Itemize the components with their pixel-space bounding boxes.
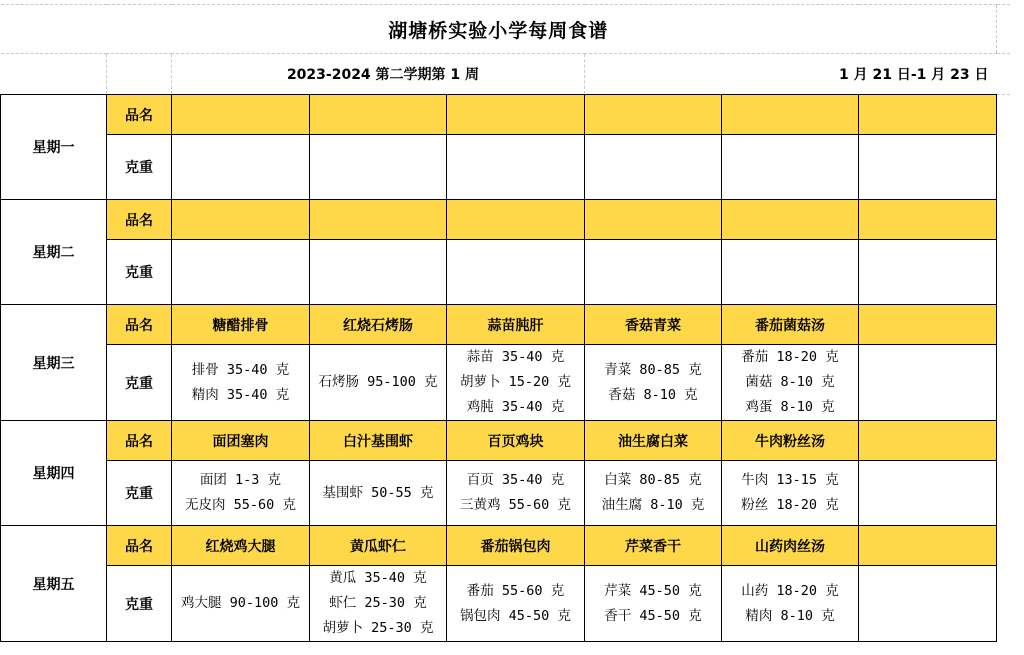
- date-range: 1 月 21 日-1 月 23 日: [585, 54, 997, 95]
- weight-line: 胡萝卜 25-30 克: [322, 620, 434, 636]
- dish-name: 牛肉粉丝汤: [722, 421, 859, 461]
- weight-line: 芹菜 45-50 克: [604, 582, 702, 599]
- day-label: 星期四: [1, 421, 107, 526]
- weight-line: 白菜 80-85 克: [604, 472, 702, 488]
- day-label: 星期二: [1, 200, 107, 305]
- blank-cell: [997, 345, 1010, 421]
- weight-line: 锅包肉 45-50 克: [460, 607, 571, 624]
- weight-line: 黄瓜 35-40 克: [329, 570, 427, 586]
- weight-line: 番茄 18-20 克: [741, 349, 839, 365]
- term-label: 2023-2024 第二学期第 1 周: [172, 54, 585, 95]
- weight-line: 石烤肠 95-100 克: [318, 374, 438, 390]
- dish-name: [447, 95, 585, 135]
- weight-line: 青菜 80-85 克: [604, 361, 702, 378]
- page-title: 湖塘桥实验小学每周食谱: [1, 5, 997, 54]
- dish-weights: [447, 566, 585, 642]
- weight-line: 精肉 35-40 克: [191, 386, 290, 403]
- day-label: 星期一: [1, 95, 107, 200]
- dish-name: [859, 200, 997, 240]
- weight-row-label: 克重: [107, 240, 172, 305]
- blank-cell: [997, 461, 1010, 526]
- dish-name-row: [1, 421, 1010, 461]
- dish-weights: [172, 135, 310, 200]
- blank-cell: [1, 54, 107, 95]
- dish-weights: [172, 461, 310, 526]
- blank-cell: [997, 54, 1010, 95]
- dish-name: 油生腐白菜: [585, 421, 722, 461]
- dish-weights: [310, 566, 447, 642]
- dish-weights: [722, 566, 859, 642]
- dish-weights: [585, 566, 722, 642]
- dish-name: 蒜苗肫肝: [447, 305, 585, 345]
- weight-line: 排骨 35-40 克: [191, 361, 290, 378]
- weight-line: 牛肉 13-15 克: [741, 472, 839, 488]
- dish-name: [447, 200, 585, 240]
- dish-name: [585, 95, 722, 135]
- weight-line: 油生腐 8-10 克: [601, 497, 705, 513]
- dish-weights: [585, 135, 722, 200]
- dish-name-row: [1, 200, 1010, 240]
- blank-cell: [107, 54, 172, 95]
- weight-line: 三黄鸡 55-60 克: [460, 497, 571, 513]
- weight-line: 鸡大腿 90-100 克: [180, 595, 301, 611]
- name-row-label: 品名: [107, 200, 172, 240]
- dish-weights: [447, 240, 585, 305]
- dish-weights: [310, 240, 447, 305]
- dish-name: [722, 200, 859, 240]
- menu-table: [0, 4, 1010, 642]
- blank-cell: [997, 526, 1010, 566]
- weight-line: 山药 18-20 克: [741, 582, 839, 599]
- dish-name: [859, 526, 997, 566]
- dish-name: 山药肉丝汤: [722, 526, 859, 566]
- dish-name: 白汁基围虾: [310, 421, 447, 461]
- dish-weights: [722, 461, 859, 526]
- dish-weights: [859, 135, 997, 200]
- name-row-label: 品名: [107, 305, 172, 345]
- blank-cell: [997, 95, 1010, 135]
- dish-name-row: [1, 526, 1010, 566]
- weight-line: 香干 45-50 克: [604, 607, 702, 624]
- dish-name: [859, 305, 997, 345]
- dish-weights: [585, 345, 722, 421]
- weight-row-label: 克重: [107, 345, 172, 421]
- weight-line: 基围虾 50-55 克: [322, 484, 434, 501]
- dish-weights: [310, 135, 447, 200]
- weight-line: 番茄 55-60 克: [466, 582, 565, 599]
- weight-row-label: 克重: [107, 566, 172, 642]
- dish-name: [172, 200, 310, 240]
- weight-line: 精肉 8-10 克: [745, 607, 835, 624]
- dish-name: 红烧鸡大腿: [172, 526, 310, 566]
- dish-weights: [172, 566, 310, 642]
- dish-name: [310, 95, 447, 135]
- dish-weight-row: [1, 345, 1010, 421]
- dish-name: [585, 200, 722, 240]
- weight-row-label: 克重: [107, 461, 172, 526]
- dish-weights: [722, 240, 859, 305]
- dish-name: 番茄菌菇汤: [722, 305, 859, 345]
- dish-name: [859, 421, 997, 461]
- dish-weights: [447, 461, 585, 526]
- weight-line: 无皮肉 55-60 克: [185, 497, 296, 513]
- dish-name: 面团塞肉: [172, 421, 310, 461]
- blank-cell: [997, 421, 1010, 461]
- dish-weights: [859, 240, 997, 305]
- dish-weights: [172, 345, 310, 421]
- dish-weights: [447, 345, 585, 421]
- dish-weights: [585, 240, 722, 305]
- dish-weights: [722, 135, 859, 200]
- dish-name: 百页鸡块: [447, 421, 585, 461]
- dish-name: 糖醋排骨: [172, 305, 310, 345]
- name-row-label: 品名: [107, 526, 172, 566]
- dish-name: [859, 95, 997, 135]
- dish-weights: [859, 461, 997, 526]
- dish-name: 香菇青菜: [585, 305, 722, 345]
- blank-cell: [997, 5, 1010, 54]
- dish-weights: [722, 345, 859, 421]
- dish-name: 红烧石烤肠: [310, 305, 447, 345]
- dish-weight-row: [1, 240, 1010, 305]
- blank-cell: [997, 240, 1010, 305]
- weight-line: 百页 35-40 克: [466, 472, 565, 488]
- dish-weights: [859, 345, 997, 421]
- dish-name: [172, 95, 310, 135]
- weight-line: 蒜苗 35-40 克: [466, 349, 565, 365]
- weight-line: 鸡肫 35-40 克: [466, 399, 565, 415]
- dish-weights: [310, 345, 447, 421]
- dish-weights: [447, 135, 585, 200]
- dish-weight-row: [1, 135, 1010, 200]
- dish-name: [310, 200, 447, 240]
- blank-cell: [997, 135, 1010, 200]
- dish-name: 芹菜香干: [585, 526, 722, 566]
- weight-row-label: 克重: [107, 135, 172, 200]
- weight-line: 粉丝 18-20 克: [741, 497, 839, 513]
- dish-name: [722, 95, 859, 135]
- blank-cell: [997, 200, 1010, 240]
- dish-name-row: [1, 95, 1010, 135]
- dish-weight-row: [1, 461, 1010, 526]
- dish-weight-row: [1, 566, 1010, 642]
- dish-weights: [859, 566, 997, 642]
- weight-line: 胡萝卜 15-20 克: [460, 374, 571, 390]
- weight-line: 虾仁 25-30 克: [329, 595, 427, 611]
- weight-line: 面团 1-3 克: [199, 472, 282, 488]
- dish-name-row: [1, 305, 1010, 345]
- weight-line: 菌菇 8-10 克: [745, 374, 835, 390]
- dish-weights: [585, 461, 722, 526]
- day-label: 星期五: [1, 526, 107, 642]
- weight-line: 鸡蛋 8-10 克: [745, 399, 835, 415]
- blank-cell: [997, 305, 1010, 345]
- dish-name: 黄瓜虾仁: [310, 526, 447, 566]
- weight-line: 香菇 8-10 克: [608, 386, 698, 403]
- dish-name: 番茄锅包肉: [447, 526, 585, 566]
- name-row-label: 品名: [107, 421, 172, 461]
- dish-weights: [310, 461, 447, 526]
- dish-weights: [172, 240, 310, 305]
- blank-cell: [997, 566, 1010, 642]
- day-label: 星期三: [1, 305, 107, 421]
- name-row-label: 品名: [107, 95, 172, 135]
